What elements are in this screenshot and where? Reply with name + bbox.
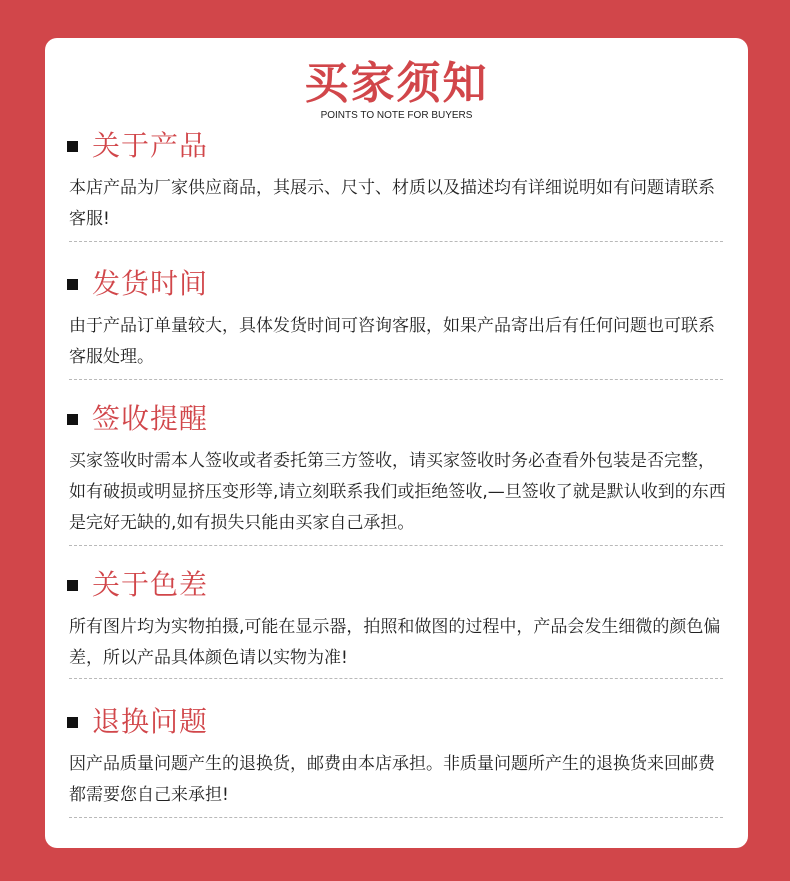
section-body: 由于产品订单量较大，具体发货时间可咨询客服，如果产品寄出后有任何问题也可联系客服处理。 — [69, 316, 715, 367]
section-body: 本店产品为厂家供应商品，其展示、尺寸、材质以及描述均有详细说明如有问题请联系客服! — [69, 178, 715, 229]
section-body: 买家签收时需本人签收或者委托第三方签收，请买家签收时务必查看外包装是否完整，如有破损或明显挤压变形等,请立刻联系我们或拒绝签收,—旦签收了就是默认收到的东西是完好无缺的,如有损失只能由买家自己承担。 — [69, 451, 726, 533]
section-header — [67, 702, 208, 742]
section-title: 关于色差 — [92, 568, 209, 601]
section-title: 签收提醒 — [92, 402, 209, 435]
section-title: 发货时间 — [92, 267, 209, 300]
section-header — [67, 399, 208, 439]
square-bullet-icon — [67, 414, 78, 425]
section-title: 退换问题 — [92, 705, 209, 738]
divider — [69, 545, 723, 546]
square-bullet-icon — [67, 580, 78, 591]
square-bullet-icon — [67, 141, 78, 152]
page-subtitle: POINTS TO NOTE FOR BUYERS — [320, 110, 473, 121]
divider — [69, 678, 723, 679]
divider — [69, 817, 723, 818]
section-header — [67, 264, 208, 304]
square-bullet-icon — [67, 279, 78, 290]
section-header — [67, 565, 208, 605]
section-body: 所有图片均为实物拍摄,可能在显示器，拍照和做图的过程中，产品会发生细微的颜色偏差，所以产品具体颜色请以实物为准! — [69, 617, 721, 668]
divider — [69, 241, 723, 242]
section-header — [67, 126, 208, 166]
page-title: 买家须知 — [304, 58, 489, 109]
square-bullet-icon — [67, 717, 78, 728]
section-title: 关于产品 — [92, 129, 209, 162]
section-body: 因产品质量问题产生的退换货，邮费由本店承担。非质量问题所产生的退换货来回邮费都需要您自己来承担! — [69, 754, 715, 805]
divider — [69, 379, 723, 380]
notice-card — [45, 38, 748, 848]
